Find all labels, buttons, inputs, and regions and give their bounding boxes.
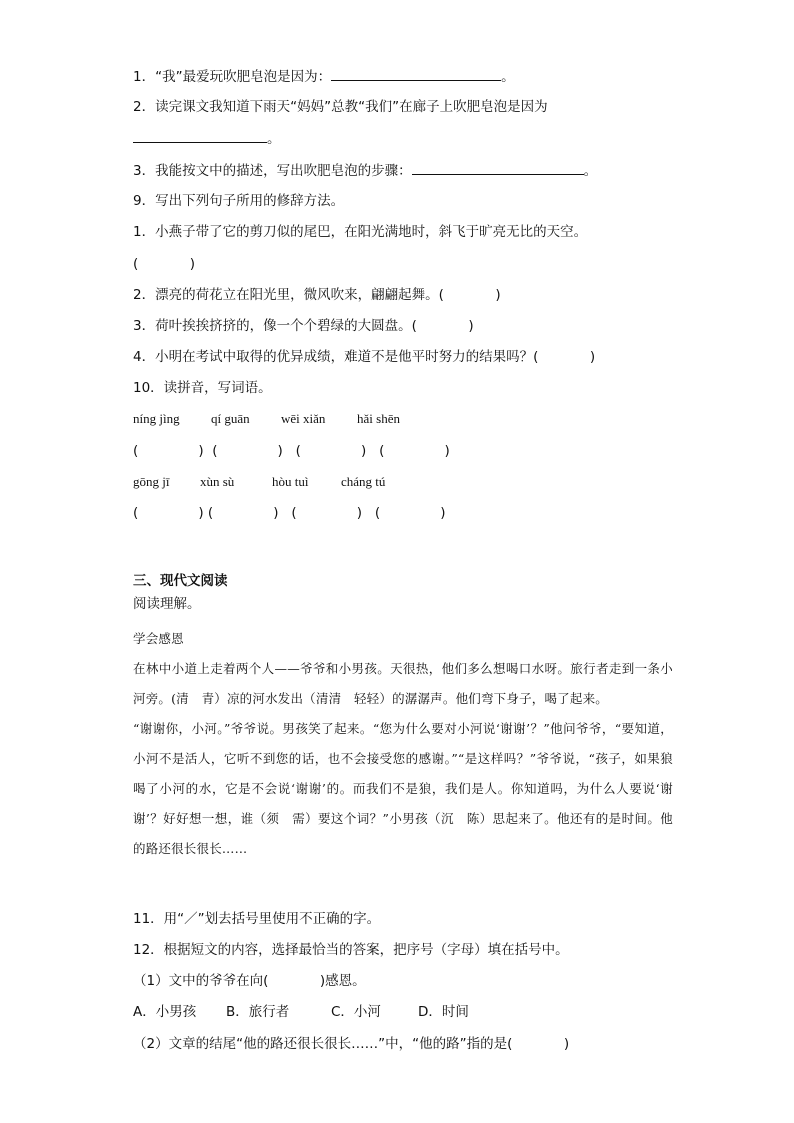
- passage-paragraph: 在林中小道上走着两个人——爷爷和小男孩。天很热，他们多么想喝口水呀。旅行者走到一条小河旁。(清 青）凉的河水发出（清清 轻轻）的潺潺声。他们弯下身子，喝了起来。: [133, 661, 673, 706]
- question-end: 。: [501, 69, 515, 85]
- pinyin: hòu tuì: [272, 474, 309, 489]
- answer-blank[interactable]: [133, 128, 267, 143]
- question-3: [133, 160, 597, 181]
- pinyin: qí guān: [211, 411, 250, 426]
- question-2: [133, 97, 548, 117]
- option-d[interactable]: D．时间: [418, 1004, 469, 1020]
- q9-item: 2．漂亮的荷花立在阳光里，微风吹来，翩翩起舞。( ): [133, 287, 501, 303]
- q11: 11．用“／”划去括号里使用不正确的字。: [133, 911, 381, 927]
- pinyin: cháng tú: [341, 474, 386, 489]
- question-1: [133, 66, 515, 87]
- question-end: 。: [267, 131, 281, 147]
- q12-sub2: （2）文章的结尾“他的路还很长很长……”中，“他的路”指的是( ): [133, 1036, 570, 1052]
- option-b[interactable]: B．旅行者: [226, 1004, 290, 1020]
- question-2-answer: [133, 128, 281, 149]
- reading-passage: [133, 624, 673, 864]
- pinyin: hǎi shēn: [357, 411, 400, 426]
- pinyin: xùn sù: [200, 474, 235, 489]
- question-text: 1．“我”最爱玩吹肥皂泡是因为：: [133, 69, 332, 85]
- answer-brackets[interactable]: ( ) ( ) ( ) ( ): [133, 505, 446, 521]
- answer-brackets[interactable]: ( ) ( ) ( ) ( ): [133, 443, 450, 459]
- q9-item: 3．荷叶挨挨挤挤的，像一个个碧绿的大圆盘。( ): [133, 318, 474, 334]
- q9-item: 4．小明在考试中取得的优异成绩，难道不是他平时努力的结果吗？( ): [133, 349, 596, 365]
- pinyin: níng jìng: [133, 411, 180, 426]
- option-a[interactable]: A．小男孩: [133, 1004, 197, 1020]
- passage-title: 学会感恩: [133, 631, 184, 646]
- option-c[interactable]: C．小河: [331, 1004, 381, 1020]
- q9-item-bracket[interactable]: ( ): [133, 256, 196, 272]
- question-text: 2．读完课文我知道下雨天“妈妈”总教“我们”在廊子上吹肥皂泡是因为: [133, 99, 548, 115]
- q12-title: 12．根据短文的内容，选择最恰当的答案，把序号（字母）填在括号中。: [133, 942, 569, 958]
- q9-item: 1．小燕子带了它的剪刀似的尾巴，在阳光满地时，斜飞于旷亮无比的天空。: [133, 224, 588, 240]
- q10-title: 10．读拼音，写词语。: [133, 380, 272, 396]
- question-text: 3．我能按文中的描述，写出吹肥皂泡的步骤：: [133, 163, 412, 179]
- pinyin: gōng jī: [133, 474, 170, 489]
- section-intro: 阅读理解。: [133, 596, 201, 612]
- section-heading: 三、现代文阅读: [133, 573, 228, 589]
- answer-blank[interactable]: [331, 66, 501, 81]
- pinyin: wēi xiǎn: [281, 411, 326, 426]
- passage-paragraph: “谢谢你，小河。”爷爷说。男孩笑了起来。“您为什么要对小河说‘谢谢’？”他问爷爷，“要知道，小河不是活人，它听不到您的话，也不会接受您的感谢。”“是这样吗？”爷爷说，“孩子，如果狼喝了小河的水，它是不会说‘谢谢’的。而我们不是狼，我们是人。你知道吗，为什么人要说‘谢谢’？好好想一想，谁（须 需）要这个词？”小男孩（沉 陈）思起来了。他还有的是时间。他的路还很长很长……: [133, 721, 673, 856]
- q12-sub1: （1）文中的爷爷在向( )感恩。: [133, 973, 366, 989]
- q9-title: 9．写出下列句子所用的修辞方法。: [133, 193, 345, 209]
- question-end: 。: [583, 163, 598, 179]
- answer-blank[interactable]: [412, 160, 584, 175]
